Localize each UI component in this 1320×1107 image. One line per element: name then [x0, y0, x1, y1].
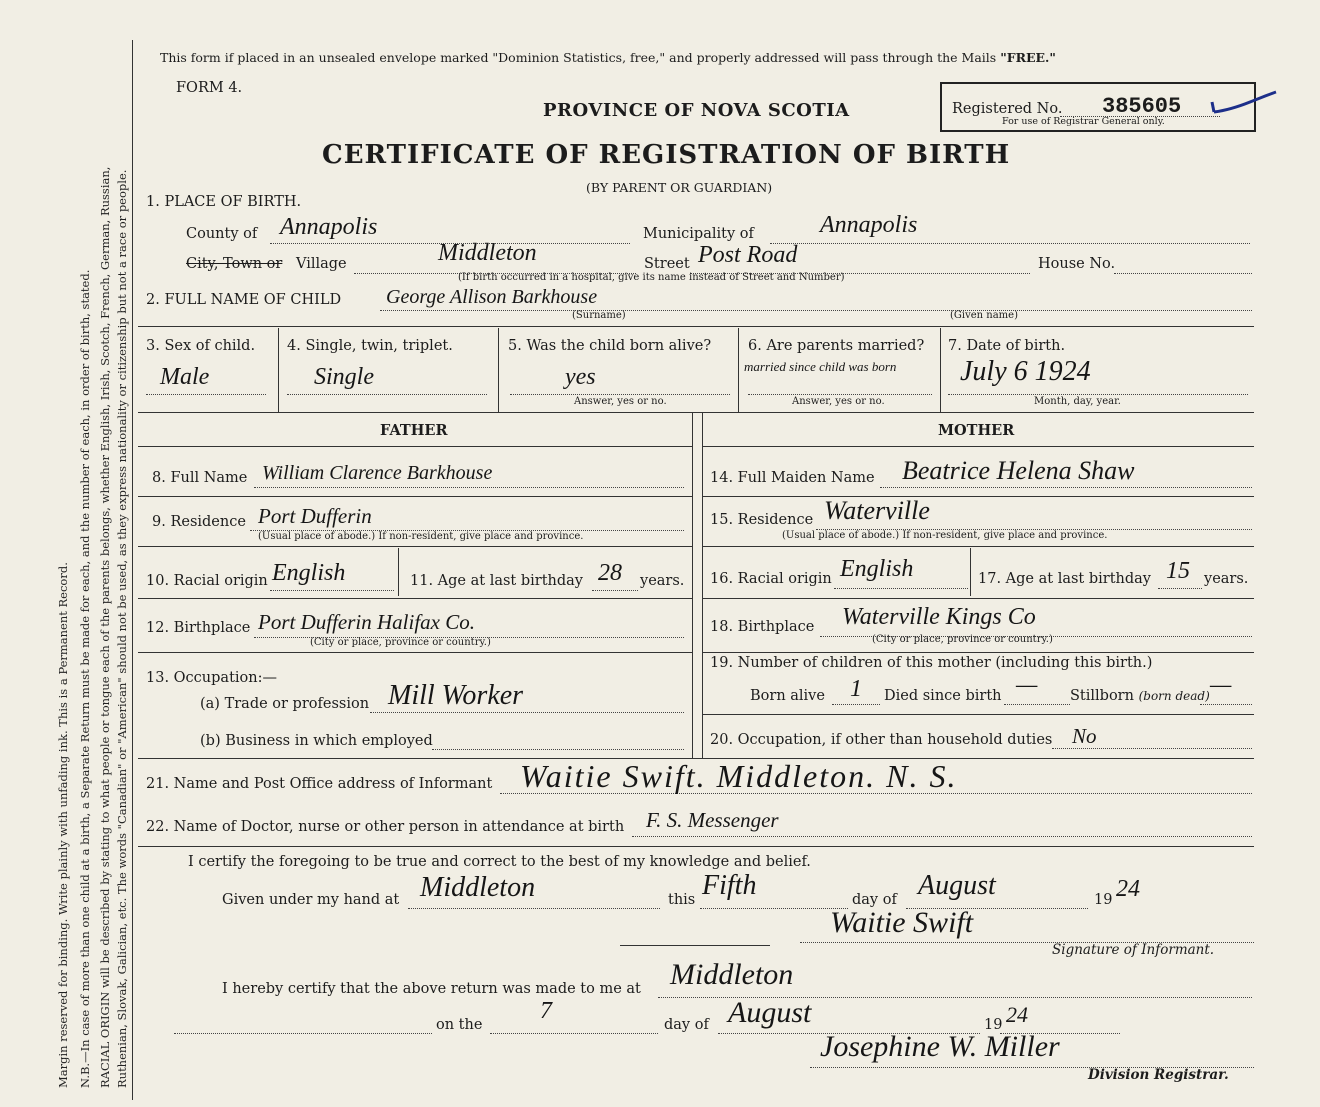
- died-since-birth-value: —: [1016, 672, 1038, 698]
- born-alive-note: Answer, yes or no.: [574, 396, 667, 407]
- father-residence-value: Port Dufferin: [258, 504, 372, 528]
- year-prefix: 19: [1094, 892, 1113, 908]
- village-label: Village: [296, 256, 347, 272]
- mother-birthplace-value: Waterville Kings Co: [842, 604, 1036, 630]
- given-place-value: Middleton: [420, 872, 536, 903]
- father-age-label: 11. Age at last birthday: [410, 573, 583, 589]
- mother-birthplace-note: (City or place, province or country.): [872, 634, 1053, 645]
- registrar-statement: I hereby certify that the above return was made to me at: [222, 981, 641, 997]
- registrar-year-prefix: 19: [984, 1017, 1003, 1033]
- street-value: Post Road: [698, 242, 798, 268]
- registrar-year-value: 24: [1006, 1002, 1028, 1027]
- sex-value: Male: [160, 364, 210, 390]
- county-value: Annapolis: [280, 214, 378, 240]
- doctor-value: F. S. Messenger: [646, 808, 779, 832]
- registered-number: 385605: [1102, 94, 1182, 119]
- single-twin-value: Single: [314, 364, 374, 390]
- on-the-label: on the: [436, 1017, 483, 1033]
- father-origin-label: 10. Racial origin: [146, 573, 268, 589]
- mother-origin-label: 16. Racial origin: [710, 571, 832, 587]
- village-value: Middleton: [438, 240, 537, 266]
- given-under-hand-label: Given under my hand at: [222, 892, 400, 908]
- registered-number-box: [940, 82, 1256, 132]
- date-of-birth-label: 7. Date of birth.: [948, 338, 1066, 354]
- margin-line: [132, 40, 133, 1100]
- father-birthplace-note: (City or place, province or country.): [310, 637, 491, 648]
- father-name-value: William Clarence Barkhouse: [262, 462, 493, 484]
- mother-name-label: 14. Full Maiden Name: [710, 470, 875, 486]
- certificate-title: CERTIFICATE OF REGISTRATION OF BIRTH: [322, 140, 1011, 170]
- mother-residence-value: Waterville: [824, 496, 930, 525]
- father-name-label: 8. Full Name: [152, 470, 248, 486]
- father-residence-label: 9. Residence: [152, 514, 246, 530]
- city-town-label: City, Town or: [186, 256, 283, 272]
- informant-label: 21. Name and Post Office address of Informant: [146, 776, 493, 792]
- informant-signature: Waitie Swift: [830, 906, 974, 939]
- surname-note: (Surname): [572, 310, 626, 321]
- year-value: 24: [1116, 876, 1140, 902]
- province-heading: PROVINCE OF NOVA SCOTIA: [543, 100, 850, 121]
- this-label: this: [668, 892, 696, 908]
- father-years-label: years.: [640, 573, 685, 589]
- child-name-value: George Allison Barkhouse: [386, 286, 598, 308]
- mother-heading: MOTHER: [938, 422, 1015, 439]
- date-of-birth-note: Month, day, year.: [1034, 396, 1121, 407]
- margin-notice-3: RACIAL ORIGIN will be described by stating to what people or tongue each of the parents belongs, whether English, Irish, Scotch, French, German, Russian,: [98, 166, 112, 1088]
- mother-name-value: Beatrice Helena Shaw: [902, 456, 1135, 485]
- father-birthplace-value: Port Dufferin Halifax Co.: [258, 610, 475, 634]
- mother-residence-note: (Usual place of abode.) If non-resident, give place and province.: [782, 530, 1108, 541]
- mother-occupation-label: 20. Occupation, if other than household duties: [710, 732, 1053, 748]
- date-of-birth-value: July 6 1924: [960, 356, 1091, 387]
- mother-origin-value: English: [840, 556, 914, 582]
- street-label: Street: [644, 256, 690, 272]
- children-count-label: 19. Number of children of this mother (including this birth.): [710, 655, 1153, 671]
- registered-label: Registered No.: [952, 101, 1063, 117]
- stillborn-value: —: [1210, 672, 1232, 698]
- certify-statement: I certify the foregoing to be true and correct to the best of my knowledge and belief.: [188, 854, 811, 870]
- municipality-label: Municipality of: [643, 226, 754, 242]
- registrar-day-of-label: day of: [664, 1017, 709, 1033]
- born-alive-count-label: Born alive: [750, 688, 825, 704]
- business-label: (b) Business in which employed: [200, 733, 433, 749]
- certificate-subtitle: (BY PARENT OR GUARDIAN): [586, 180, 773, 195]
- margin-notice-2: N.B.—In case of more than one child at a birth, a Separate Return must be made for each, and the number of each, in order of birth, stated.: [78, 269, 92, 1088]
- parents-married-label: 6. Are parents married?: [748, 338, 925, 354]
- father-residence-note: (Usual place of abode.) If non-resident, give place and province.: [258, 531, 584, 542]
- born-alive-count-value: 1: [850, 676, 862, 702]
- municipality-value: Annapolis: [820, 212, 918, 238]
- this-day-value: Fifth: [702, 870, 757, 901]
- child-name-label: 2. FULL NAME OF CHILD: [146, 292, 342, 308]
- registrar-place-value: Middleton: [670, 958, 794, 991]
- mother-occupation-value: No: [1072, 724, 1097, 748]
- doctor-label: 22. Name of Doctor, nurse or other person in attendance at birth: [146, 819, 625, 835]
- registrar-signature: Josephine W. Miller: [820, 1030, 1060, 1063]
- father-age-value: 28: [598, 560, 622, 586]
- county-label: County of: [186, 226, 258, 242]
- margin-notice-1: Margin reserved for binding. Write plainly with unfading ink. This is a Permanent Record.: [56, 562, 70, 1088]
- registrar-signature-label: Division Registrar.: [1088, 1067, 1229, 1083]
- registrar-month-value: August: [728, 996, 812, 1029]
- month-value: August: [918, 870, 996, 901]
- single-twin-label: 4. Single, twin, triplet.: [287, 338, 453, 354]
- father-origin-value: English: [272, 560, 346, 586]
- father-heading: FATHER: [380, 422, 448, 439]
- hospital-note: (If birth occurred in a hospital, give its name instead of Street and Number): [458, 272, 845, 283]
- parents-married-value: married since child was born: [744, 359, 897, 374]
- mother-age-value: 15: [1166, 558, 1190, 584]
- informant-signature-label: Signature of Informant.: [1052, 942, 1215, 958]
- parents-married-note: Answer, yes or no.: [792, 396, 885, 407]
- margin-notice-4: Ruthenian, Slovak, Galician, etc. The words "Canadian" or "American" should not be used, as they express nationality or citizenship but not a race or people.: [115, 169, 129, 1088]
- stillborn-label: Stillborn (born dead): [1070, 688, 1210, 704]
- house-number-label: House No.: [1038, 256, 1116, 272]
- occupation-label: 13. Occupation:—: [146, 670, 277, 686]
- mother-residence-label: 15. Residence: [710, 512, 814, 528]
- registered-note: For use of Registrar General only.: [1002, 116, 1165, 127]
- born-alive-label: 5. Was the child born alive?: [508, 338, 712, 354]
- mother-age-label: 17. Age at last birthday: [978, 571, 1151, 587]
- form-number: FORM 4.: [176, 80, 243, 96]
- place-of-birth-heading: 1. PLACE OF BIRTH.: [146, 194, 302, 210]
- given-name-note: (Given name): [950, 310, 1018, 321]
- born-alive-value: yes: [565, 364, 596, 390]
- informant-value: Waitie Swift. Middleton. N. S.: [520, 758, 958, 794]
- died-since-birth-label: Died since birth: [884, 688, 1002, 704]
- mother-birthplace-label: 18. Birthplace: [710, 619, 815, 635]
- mother-years-label: years.: [1204, 571, 1249, 587]
- trade-label: (a) Trade or profession: [200, 696, 370, 712]
- trade-value: Mill Worker: [388, 680, 524, 711]
- check-mark-icon: [1210, 88, 1280, 118]
- sex-label: 3. Sex of child.: [146, 338, 256, 354]
- day-of-label: day of: [852, 892, 897, 908]
- registrar-day-value: 7: [540, 998, 552, 1024]
- mail-notice: This form if placed in an unsealed envelope marked "Dominion Statistics, free," and properly addressed will pass through the Mails "FREE.": [160, 50, 1056, 65]
- father-birthplace-label: 12. Birthplace: [146, 620, 251, 636]
